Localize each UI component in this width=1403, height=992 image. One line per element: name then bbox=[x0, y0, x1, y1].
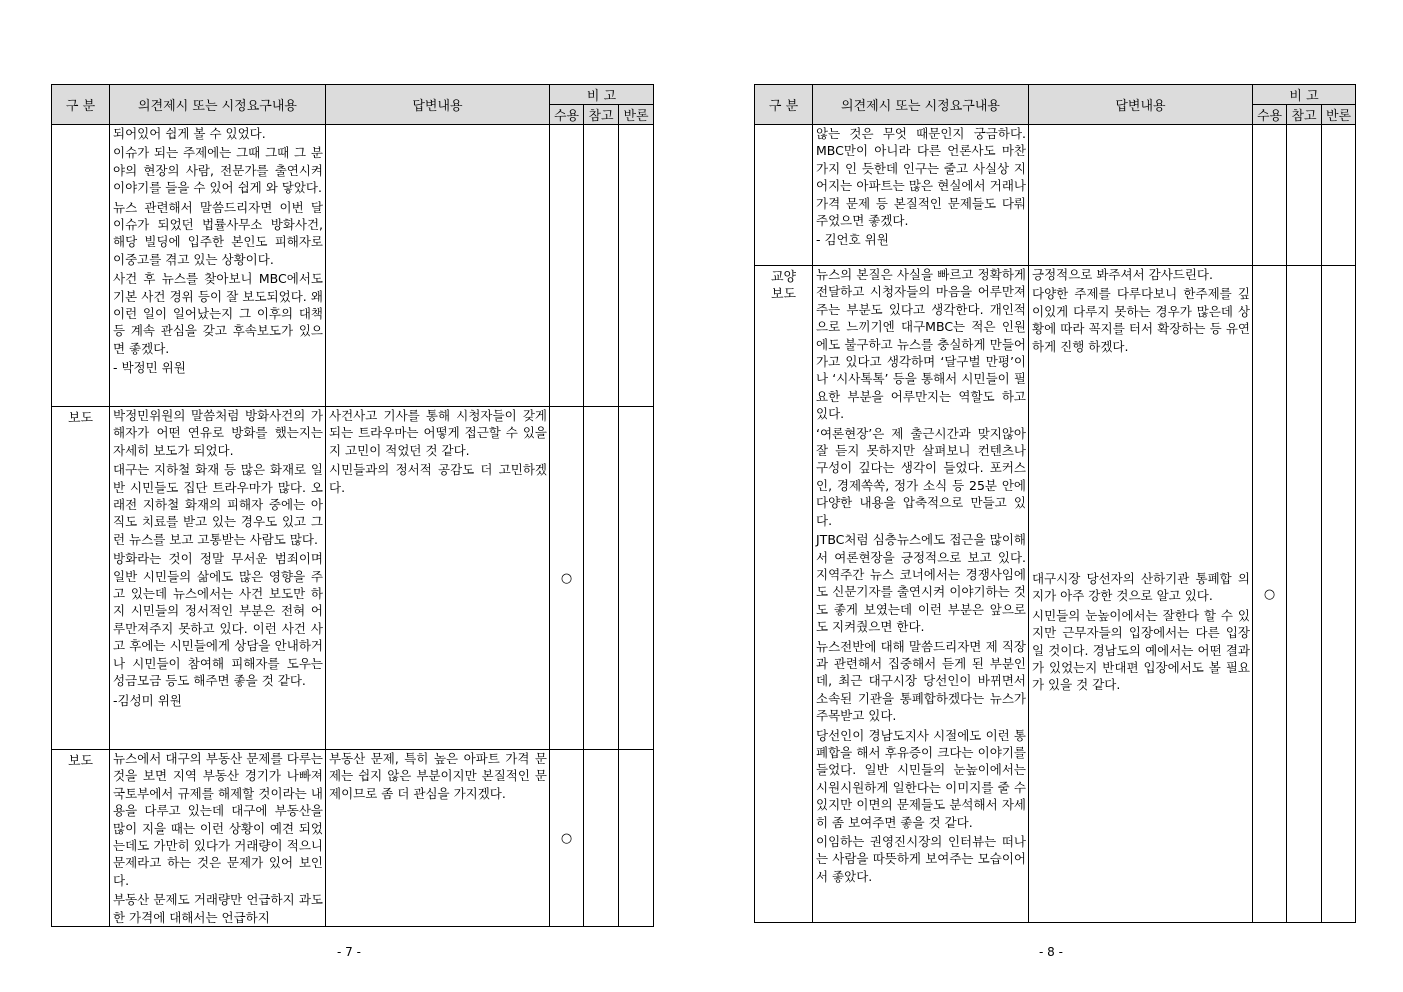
answer-top bbox=[1032, 266, 1250, 355]
page-left bbox=[51, 84, 654, 927]
opinion-para: 이임하는 권영진시장의 인터뷰는 떠나는 사람을 따뜻하게 보여주는 모습이어서 좋았다. bbox=[816, 834, 1026, 884]
header-refer: 참고 bbox=[1287, 105, 1322, 125]
answer-para: 대구시장 당선자의 산하기관 통폐합 의지가 아주 강한 것으로 알고 있다. bbox=[1032, 571, 1250, 604]
table-row bbox=[755, 266, 1356, 923]
row-refer bbox=[584, 750, 619, 927]
opinion-para: JTBC처럼 심층뉴스에도 접근을 많이해서 여론현장을 긍정적으로 보고 있다. 지역주간 뉴스 코너에서는 경쟁사임에도 신문기자를 출연시켜 이야기하는 것도 좋게 보였는데 이런 부분은 앞으로도 지켜줬으면 한다. bbox=[816, 532, 1026, 635]
opinion-para: 뉴스전반에 대해 말씀드리자면 제 직장과 관련해서 집중해서 듣게 된 부분인데, 최근 대구시장 당선인이 바뀌면서 소속된 기관을 통폐합하겠다는 뉴스가 주목받고 있다. bbox=[816, 638, 1026, 724]
row-answer bbox=[1029, 125, 1253, 266]
opinion-author: - 박정민 위원 bbox=[113, 360, 186, 376]
opinion-author: - 김언호 위원 bbox=[816, 232, 889, 248]
answer-para: 다양한 주제를 다루다보니 한주제를 깊이있게 다루지 못하는 경우가 많은데 상황에 따라 꼭지를 터서 확장하는 등 유연하게 진행 하겠다. bbox=[1032, 286, 1250, 354]
header-rebut: 반론 bbox=[1322, 105, 1356, 125]
row-refer bbox=[584, 407, 619, 750]
header-opinion: 의견제시 또는 시정요구내용 bbox=[813, 85, 1029, 125]
row-accept: ○ bbox=[550, 750, 584, 927]
row-answer bbox=[326, 750, 550, 927]
row-opinion bbox=[110, 125, 326, 407]
header-accept: 수용 bbox=[550, 105, 584, 125]
row-refer bbox=[1287, 266, 1322, 923]
opinion-para: 대구는 지하철 화재 등 많은 화재로 일반 시민들도 집단 트라우마가 많다. 오래전 지하철 화재의 피해자 중에는 아직도 치료를 받고 있는 경우도 있고 그런 뉴스를 보고 고통받는 사람도 많다. bbox=[113, 462, 323, 547]
header-opinion: 의견제시 또는 시정요구내용 bbox=[110, 85, 326, 125]
page-number-left: - 7 - bbox=[337, 945, 361, 959]
opinion-para: 당선인이 경남도지사 시절에도 이런 통폐합을 해서 후유증이 크다는 이야기를 들었다. 일반 시민들의 눈높이에서는 시원시원하게 일한다는 이미지를 줄 수 있지만 이면의 문제들도 분석해서 자세히 좀 보여주면 좋을 것 같다. bbox=[816, 727, 1026, 830]
header-category: 구 분 bbox=[755, 85, 813, 125]
opinion-para: 부동산 문제도 거래량만 언급하지 과도한 가격에 대해서는 언급하지 bbox=[113, 892, 323, 925]
row-answer bbox=[326, 407, 550, 750]
table-row bbox=[755, 125, 1356, 266]
page-number-right: - 8 - bbox=[1039, 945, 1063, 959]
opinion-para: ‘여론현장’은 제 출근시간과 맞지않아 잘 듣지 못하지만 살펴보니 컨텐츠나 구성이 깊다는 생각이 들었다. 포커스인, 경제쏙쏙, 정가 소식 등 25분 안에 다양한 내용을 압축적으로 만들고 있다. bbox=[816, 425, 1026, 528]
opinion-para: 않는 것은 무엇 때문인지 궁금하다. MBC만이 아니라 다른 언론사도 마찬가지 인 듯한데 인구는 줄고 사실상 지어지는 아파트는 많은 현실에서 거래나 가격 문제 등 본질적인 문제들도 다뤄주었으면 좋겠다. bbox=[816, 126, 1026, 229]
row-category bbox=[755, 125, 813, 266]
row-category: 보도 bbox=[52, 407, 110, 750]
answer-para: 사건사고 기사를 통해 시청자들이 갖게되는 트라우마는 어떻게 접근할 수 있을지 고민이 적었던 것 같다. bbox=[329, 408, 547, 458]
header-answer: 답변내용 bbox=[326, 85, 550, 125]
opinion-author: -김성미 위원 bbox=[113, 692, 182, 708]
row-opinion bbox=[813, 266, 1029, 923]
row-rebut bbox=[619, 407, 654, 750]
table-row bbox=[52, 407, 654, 750]
row-rebut bbox=[1322, 266, 1356, 923]
header-accept: 수용 bbox=[1253, 105, 1287, 125]
row-rebut bbox=[1322, 125, 1356, 266]
opinion-para: 뉴스의 본질은 사실을 빠르고 정확하게 전달하고 시청자들의 마음을 어루만져주는 부분도 있다고 생각한다. 개인적으로 느끼기엔 대구MBC는 적은 인원에도 불구하고 뉴스를 충실하게 만들어가고 있다고 생각하며 ‘달구벌 만평’이나 ‘시사톡톡’ 등을 통해서 시민들이 필요한 부분을 어루만지는 역할도 하고 있다. bbox=[816, 267, 1026, 422]
row-accept: ○ bbox=[550, 407, 584, 750]
answer-mid bbox=[1032, 570, 1250, 696]
row-refer bbox=[584, 125, 619, 407]
header-category: 구 분 bbox=[52, 85, 110, 125]
answer-para: 시민들의 눈높이에서는 잘한다 할 수 있지만 근무자들의 입장에서는 다른 입장일 것이다. 경남도의 예에서는 어떤 결과가 있었는지 반대편 입장에서도 볼 필요가 있을 것 같다. bbox=[1032, 607, 1250, 693]
row-answer bbox=[1029, 266, 1253, 923]
opinion-para: 뉴스에서 대구의 부동산 문제를 다루는 것을 보면 지역 부동산 경기가 나빠져 국토부에서 규제를 해제할 것이라는 내용을 다루고 있는데 대구에 부동산을 많이 지을 때는 이런 상황이 예견 되었는데도 가만히 있다가 거래량이 적으니 문제라고 하는 것은 문제가 있어 보인다. bbox=[113, 751, 323, 888]
opinion-para: 사건 후 뉴스를 찾아보니 MBC에서도 기본 사건 경위 등이 잘 보도되었다. 왜 이런 일이 일어났는지 그 이후의 대책 등 계속 관심을 갖고 후속보도가 있으면 좋겠다. bbox=[113, 271, 323, 356]
row-accept: ○ bbox=[1253, 266, 1287, 923]
row-category: 교양 보도 bbox=[755, 266, 813, 923]
table-row bbox=[52, 750, 654, 927]
row-category bbox=[52, 125, 110, 407]
left-table bbox=[51, 84, 654, 927]
opinion-para: 뉴스 관련해서 말씀드리자면 이번 달 이슈가 되었던 법률사무소 방화사건, 해당 빌딩에 입주한 본인도 피해자로 이중고를 겪고 있는 상황이다. bbox=[113, 199, 323, 267]
row-answer bbox=[326, 125, 550, 407]
row-opinion bbox=[110, 750, 326, 927]
header-remarks: 비 고 bbox=[550, 85, 654, 105]
table-row bbox=[52, 125, 654, 407]
header-remarks: 비 고 bbox=[1253, 85, 1356, 105]
opinion-para: 박정민위원의 말씀처럼 방화사건의 가해자가 어떤 연유로 방화를 했는지는 자세히 보도가 되었다. bbox=[113, 408, 323, 458]
header-refer: 참고 bbox=[584, 105, 619, 125]
row-category: 보도 bbox=[52, 750, 110, 927]
row-opinion bbox=[813, 125, 1029, 266]
row-opinion bbox=[110, 407, 326, 750]
page-right bbox=[754, 84, 1356, 923]
answer-para: 긍정적으로 봐주셔서 감사드린다. bbox=[1032, 267, 1213, 282]
row-accept bbox=[550, 125, 584, 407]
opinion-para: 방화라는 것이 정말 무서운 범죄이며 일반 시민들의 삶에도 많은 영향을 주고 있는데 뉴스에서는 사건 보도만 하지 시민들의 정서적인 부분은 전혀 어루만져주지 못하고 있다. 이런 사건 사고 후에는 시민들에게 상담을 안내하거나 시민들이 참여해 피해자를 도우는 성금모금 등도 해주면 좋을 것 같다. bbox=[113, 551, 323, 689]
row-accept bbox=[1253, 125, 1287, 266]
opinion-para: 되어있어 쉽게 볼 수 있었다. bbox=[113, 126, 266, 141]
right-table bbox=[754, 84, 1356, 923]
opinion-para: 이슈가 되는 주제에는 그때 그때 그 분야의 현장의 사람, 전문가를 출연시켜 이야기를 들을 수 있어 쉽게 와 닿았다. bbox=[113, 145, 323, 196]
row-rebut bbox=[619, 750, 654, 927]
header-rebut: 반론 bbox=[619, 105, 654, 125]
row-refer bbox=[1287, 125, 1322, 266]
answer-para: 부동산 문제, 특히 높은 아파트 가격 문제는 쉽지 않은 부분이지만 본질적인 문제이므로 좀 더 관심을 가지겠다. bbox=[329, 751, 547, 801]
row-rebut bbox=[619, 125, 654, 407]
answer-para: 시민들과의 정서적 공감도 더 고민하겠다. bbox=[329, 462, 547, 495]
header-answer: 답변내용 bbox=[1029, 85, 1253, 125]
